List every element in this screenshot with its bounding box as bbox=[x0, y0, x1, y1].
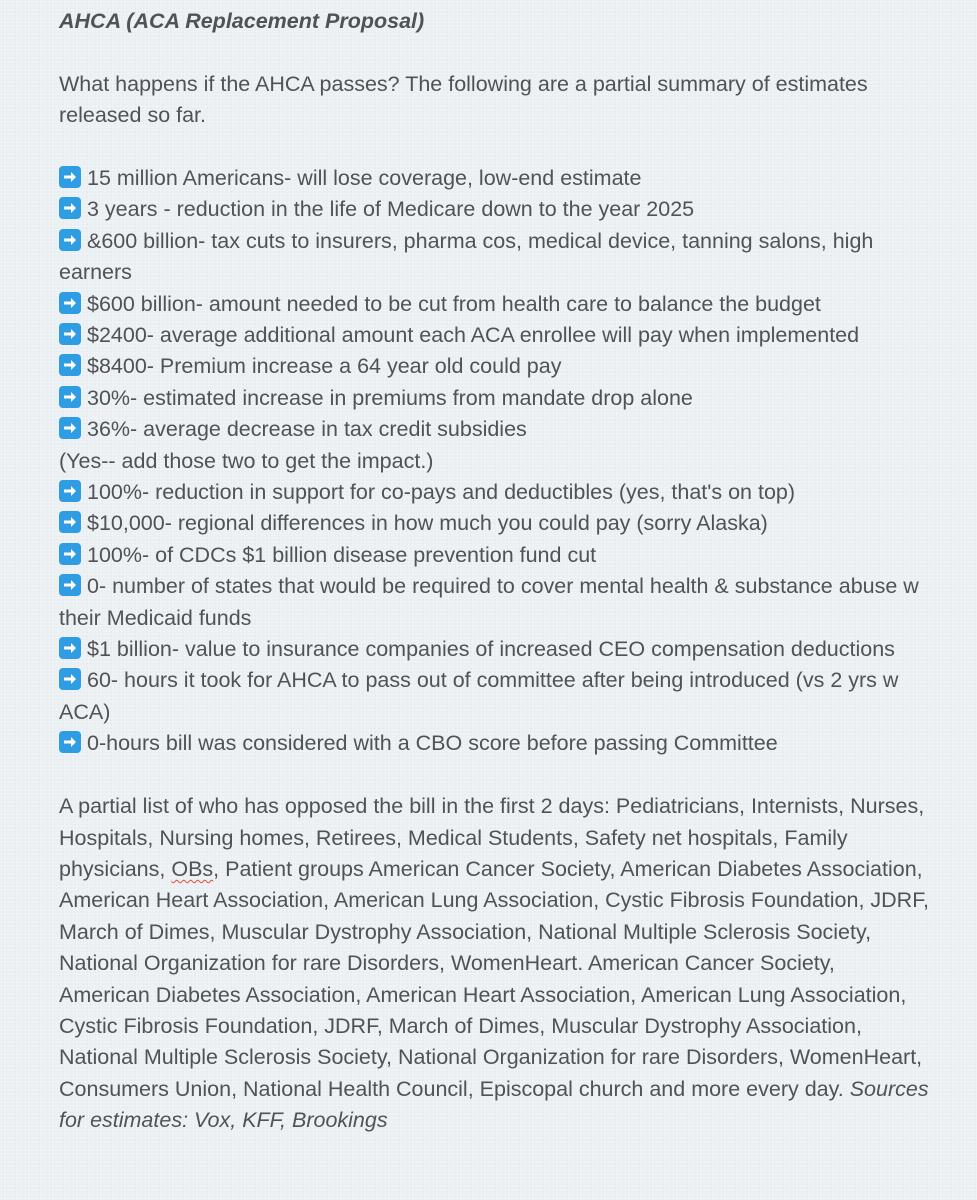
estimate-list bbox=[59, 163, 929, 760]
right-arrow-icon bbox=[59, 543, 81, 565]
note-title: AHCA (ACA Replacement Proposal) bbox=[59, 9, 425, 33]
list-item: $8400- Premium increase a 64 year old could pay bbox=[59, 351, 929, 382]
intro-paragraph: What happens if the AHCA passes? The following are a partial summary of estimates released so far. bbox=[59, 71, 868, 128]
right-arrow-icon bbox=[59, 229, 81, 251]
list-item: 60- hours it took for AHCA to pass out of committee after being introduced (vs 2 yrs w ACA) bbox=[59, 668, 899, 724]
note-body bbox=[59, 6, 929, 1137]
right-arrow-icon bbox=[59, 731, 81, 753]
right-arrow-icon bbox=[59, 574, 81, 596]
right-arrow-icon bbox=[59, 480, 81, 502]
sources-note: Sources for estimates: Vox, KFF, Brookings bbox=[59, 1076, 929, 1133]
list-item: $2400- average additional amount each ACA enrollee will pay when implemented bbox=[59, 320, 929, 351]
list-item: $1 billion- value to insurance companies of increased CEO compensation deductions bbox=[59, 634, 929, 665]
right-arrow-icon bbox=[59, 668, 81, 690]
list-item: 15 million Americans- will lose coverage, low-end estimate bbox=[59, 163, 929, 194]
list-item: 0- number of states that would be required to cover mental health & substance abuse w their Medicaid funds bbox=[59, 574, 919, 630]
list-item: 3 years - reduction in the life of Medicare down to the year 2025 bbox=[59, 194, 929, 225]
impact-note: (Yes-- add those two to get the impact.) bbox=[59, 448, 434, 473]
right-arrow-icon bbox=[59, 637, 81, 659]
list-item: $600 billion- amount needed to be cut from health care to balance the budget bbox=[59, 289, 929, 320]
right-arrow-icon bbox=[59, 166, 81, 188]
right-arrow-icon bbox=[59, 354, 81, 376]
list-item: $10,000- regional differences in how much you could pay (sorry Alaska) bbox=[59, 508, 929, 539]
right-arrow-icon bbox=[59, 386, 81, 408]
list-item: 30%- estimated increase in premiums from mandate drop alone bbox=[59, 383, 929, 414]
list-item: 0-hours bill was considered with a CBO score before passing Committee bbox=[59, 728, 929, 759]
list-item: 36%- average decrease in tax credit subsidies bbox=[59, 414, 929, 445]
right-arrow-icon bbox=[59, 323, 81, 345]
right-arrow-icon bbox=[59, 511, 81, 533]
right-arrow-icon bbox=[59, 417, 81, 439]
opposition-paragraph: A partial list of who has opposed the bill in the first 2 days: Pediatricians, Internists, Nurses, Hospitals, Nursing homes, Retirees, Medical Students, Safety net hospitals, Family physicians, OBs, Patient groups American Cancer Society, American Diabetes Association, American Heart Association, American Lung Association, Cystic Fibrosis Foundation, JDRF, March of Dimes, Muscular Dystrophy Association, National Multiple Sclerosis Society, National Organization for rare Disorders, WomenHeart. American Cancer Society, American Diabetes Association, American Heart Association, American Lung Association, Cystic Fibrosis Foundation, JDRF, March of Dimes, Muscular Dystrophy Association, National Multiple Sclerosis Society, National Organization for rare Disorders, WomenHeart, Consumers Union, National Health Council, Episcopal church and more every day. Sources for estimates: Vox, KFF, Brookings bbox=[59, 794, 929, 1133]
list-item: &600 billion- tax cuts to insurers, pharma cos, medical device, tanning salons, high earners bbox=[59, 228, 874, 285]
list-item: 100%- reduction in support for co-pays and deductibles (yes, that's on top) bbox=[59, 477, 929, 508]
list-item: 100%- of CDCs $1 billion disease prevention fund cut bbox=[59, 540, 929, 571]
misspelled-word[interactable]: OBs bbox=[171, 856, 214, 881]
right-arrow-icon bbox=[59, 292, 81, 314]
right-arrow-icon bbox=[59, 197, 81, 219]
